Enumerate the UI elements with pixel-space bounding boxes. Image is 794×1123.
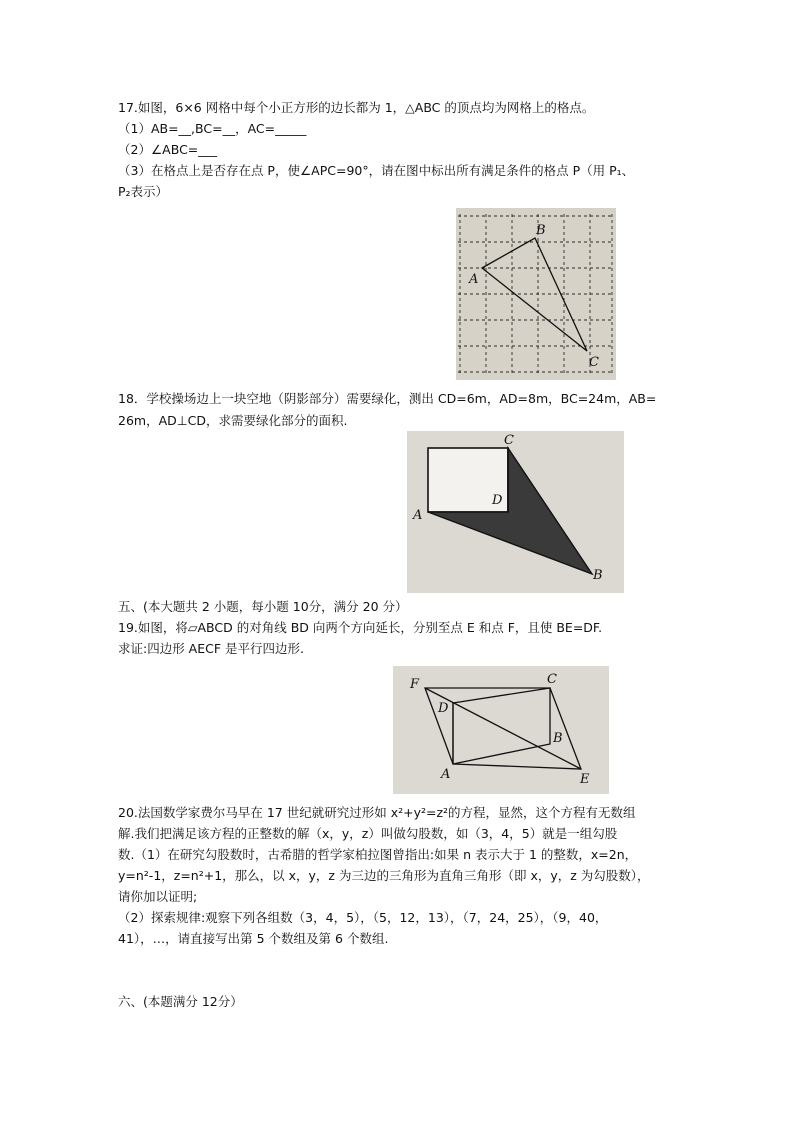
- label-b: B: [536, 223, 546, 238]
- q20-line2: 解.我们把满足该方程的正整数的解（x，y，z）叫做勾股数，如（3，4，5）就是一组勾股: [118, 826, 618, 841]
- label-c: C: [547, 672, 557, 687]
- q20-line5: 请你加以证明;: [118, 889, 198, 904]
- section-5-heading: 五、(本大题共 2 小题，每小题 10分，满分 20 分）: [118, 599, 408, 614]
- label-b: B: [593, 568, 603, 583]
- label-d: D: [492, 493, 503, 508]
- q20-line6: （2）探索规律:观察下列各组数（3，4，5），（5，12，13），（7，24，25），（9，40，: [118, 910, 608, 925]
- q20-line3: 数.（1）在研究勾股数时，古希腊的哲学家柏拉图曾指出:如果 n 表示大于 1 的整数，x=2n，: [118, 847, 638, 862]
- q19-figure: [393, 666, 609, 794]
- label-b: B: [553, 731, 563, 746]
- q17-part2: （2）∠ABC=___: [118, 142, 218, 157]
- label-a: A: [413, 508, 423, 523]
- q18-line2: 26m，AD⊥CD，求需要绿化部分的面积.: [118, 413, 348, 428]
- q19-line2: 求证:四边形 AECF 是平行四边形.: [118, 641, 304, 656]
- label-a: A: [441, 767, 451, 782]
- label-f: F: [410, 677, 420, 692]
- q18-figure: [407, 431, 624, 593]
- q17-grid-figure: [456, 208, 616, 380]
- q20-line4: y=n²-1，z=n²+1，那么，以 x，y，z 为三边的三角形为直角三角形（即 x，y，z 为勾股数），: [118, 868, 650, 883]
- q17-part3-line2: P₂表示）: [118, 184, 169, 199]
- q19-line1: 19.如图，将▱ABCD 的对角线 BD 向两个方向延长，分别至点 E 和点 F，且使 BE=DF.: [118, 620, 603, 635]
- label-d: D: [438, 701, 449, 716]
- q18-line1: 18．学校操场边上一块空地（阴影部分）需要绿化，测出 CD=6m，AD=8m，BC=24m，AB=: [118, 391, 657, 406]
- q17-part1: （1）AB=__,BC=__，AC=_____: [118, 121, 307, 136]
- q20-line1: 20.法国数学家费尔马早在 17 世纪就研究过形如 x²+y²=z²的方程，显然，这个方程有无数组: [118, 805, 636, 820]
- label-c: C: [504, 433, 514, 448]
- q20-line7: 41），…，请直接写出第 5 个数组及第 6 个数组.: [118, 931, 389, 946]
- section-6-heading: 六、(本题满分 12分）: [118, 994, 243, 1009]
- q17-part3-line1: （3）在格点上是否存在点 P，使∠APC=90°，请在图中标出所有满足条件的格点 P（用 P₁、: [118, 163, 635, 178]
- q17-stem: 17.如图，6×6 网格中每个小正方形的边长都为 1，△ABC 的顶点均为网格上的格点。: [118, 100, 595, 115]
- label-e: E: [580, 772, 590, 787]
- label-c: C: [589, 355, 599, 370]
- label-a: A: [469, 272, 479, 287]
